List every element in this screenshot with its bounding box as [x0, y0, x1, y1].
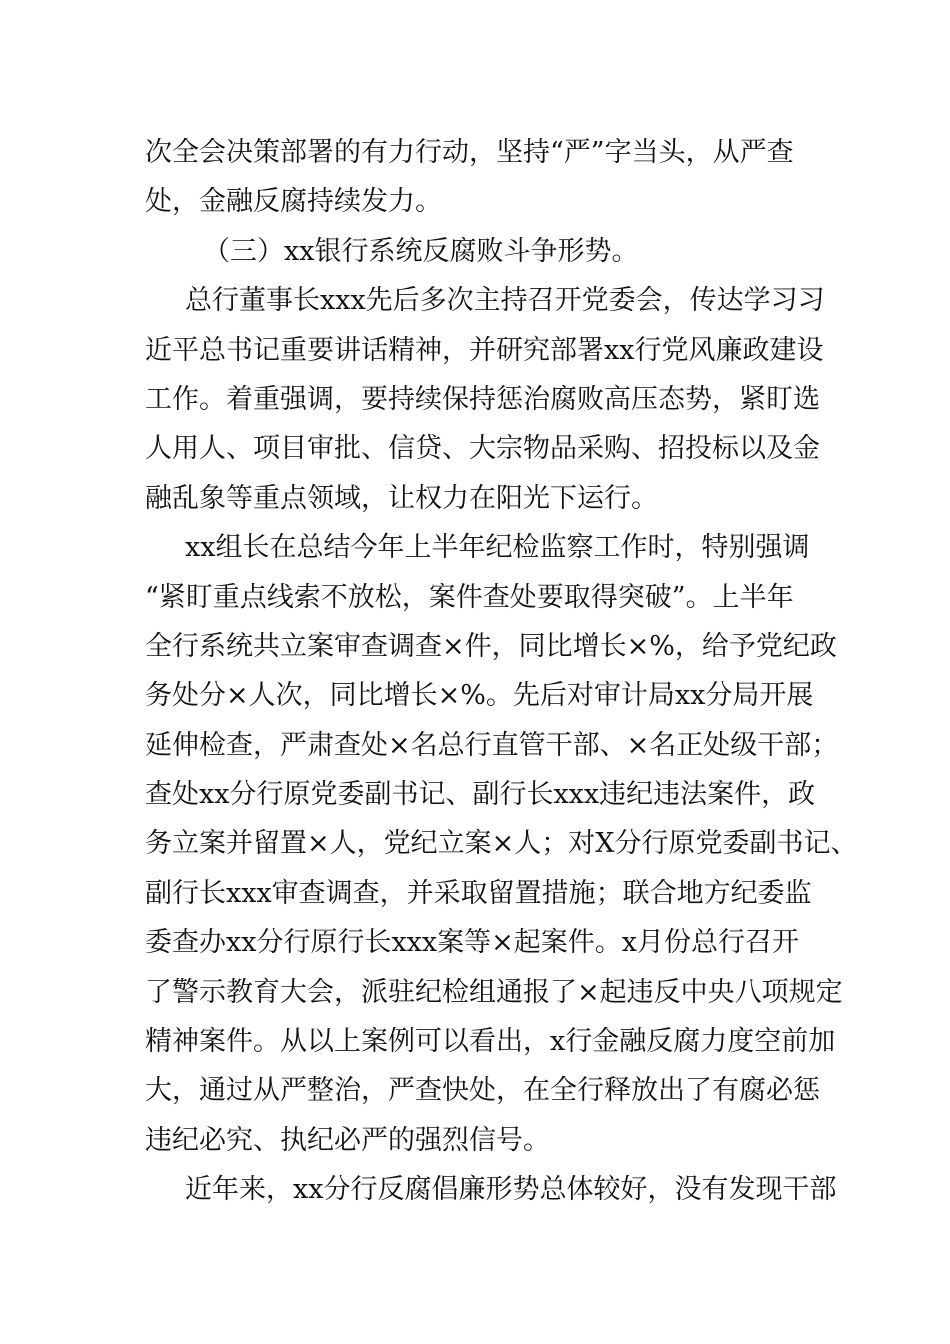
paragraph-line: 工作。着重强调，要持续保持惩治腐败高压态势，紧盯选: [145, 383, 820, 415]
paragraph-line: 近年来，xx分行反腐倡廉形势总体较好，没有发现干部: [185, 1174, 837, 1206]
paragraph-line: 查处xx分行原党委副书记、副行长xxx违纪违法案件，政: [145, 779, 816, 811]
paragraph-line: 延伸检查，严肃查处×名总行直管干部、×名正处级干部；: [145, 729, 839, 761]
paragraph-line: 了警示教育大会，派驻纪检组通报了×起违反中央八项规定: [145, 976, 843, 1008]
section-heading: （三）xx银行系统反腐败斗争形势。: [203, 235, 639, 267]
paragraph-line: 处，金融反腐持续发力。: [145, 186, 442, 218]
document-body: [145, 128, 858, 1215]
paragraph-line: 务立案并留置×人，党纪立案×人；对X分行原党委副书记、: [145, 828, 858, 860]
paragraph-line: 全行系统共立案审查调查×件，同比增长×%，给予党纪政: [145, 630, 837, 662]
paragraph-line: 委查办xx分行原行长xxx案等×起案件。x月份总行召开: [145, 927, 799, 959]
paragraph-line: 融乱象等重点领域，让权力在阳光下运行。: [145, 482, 658, 514]
paragraph-line: 大，通过从严整治，严查快处，在全行释放出了有腐必惩: [145, 1075, 820, 1107]
paragraph-line: 总行董事长xxx先后多次主持召开党委会，传达学习习: [185, 285, 825, 317]
paragraph-line: xx组长在总结今年上半年纪检监察工作时，特别强调: [185, 532, 810, 564]
paragraph-line: “紧盯重点线索不放松，案件查处要取得突破”。上半年: [145, 581, 794, 613]
paragraph-line: 次全会决策部署的有力行动，坚持“严”字当头，从严查: [145, 137, 794, 168]
paragraph-line: 近平总书记重要讲话精神，并研究部署xx行党风廉政建设: [145, 334, 824, 366]
paragraph-line: 人用人、项目审批、信贷、大宗物品采购、招投标以及金: [145, 433, 820, 465]
paragraph-line: 副行长xxx审查调查，并采取留置措施；联合地方纪委监: [145, 877, 812, 909]
paragraph-line: 精神案件。从以上案例可以看出，x行金融反腐力度空前加: [145, 1026, 836, 1058]
paragraph-line: 务处分×人次，同比增长×%。先后对审计局xx分局开展: [145, 680, 814, 712]
paragraph-line: 违纪必究、执纪必严的强烈信号。: [145, 1124, 550, 1156]
